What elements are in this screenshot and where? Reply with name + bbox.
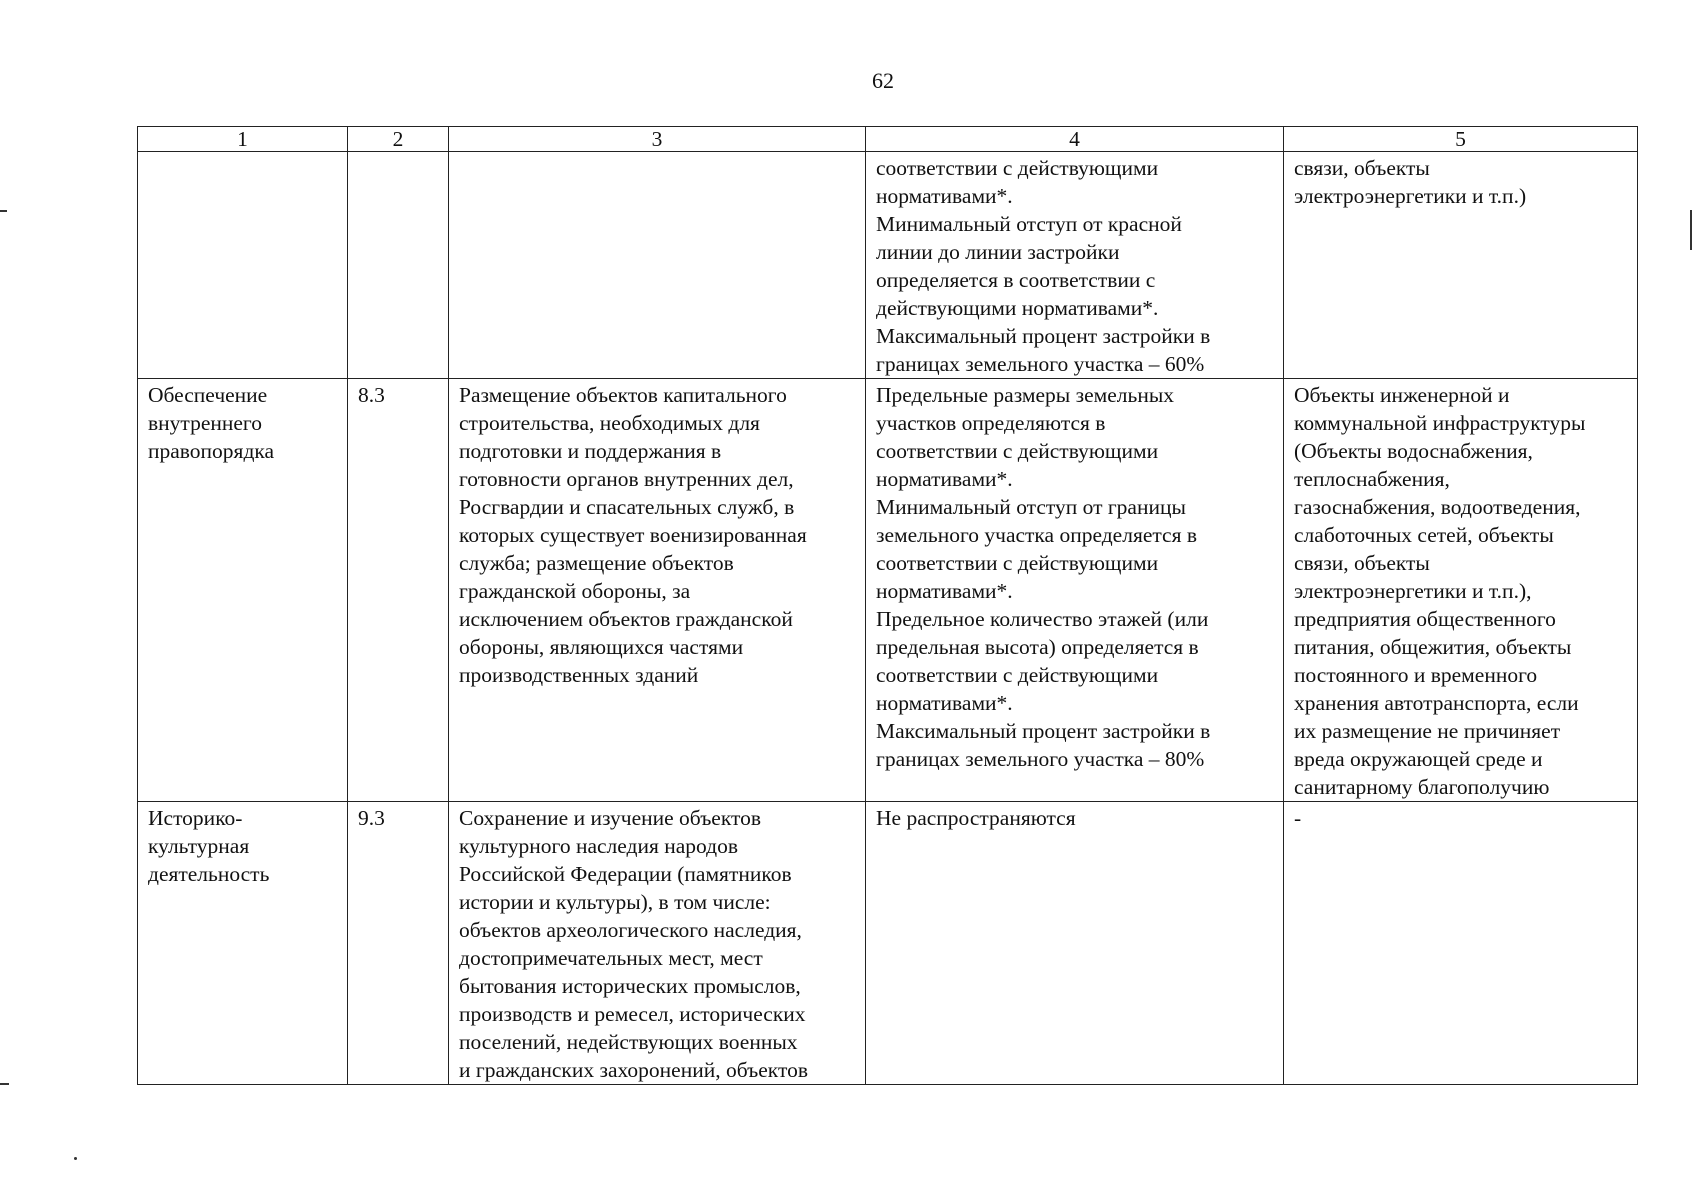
cell-text-line: их размещение не причиняет	[1294, 719, 1561, 743]
cell-text-line: слаботочных сетей, объекты	[1294, 523, 1554, 547]
cell-code	[348, 802, 449, 1085]
cell-auxiliary-uses	[1284, 152, 1638, 379]
cell-text-line: достопримечательных мест, мест	[459, 946, 763, 970]
header-col-3: 3	[449, 127, 866, 152]
cell-text-line: теплоснабжения,	[1294, 467, 1450, 491]
cell-text-line: границах земельного участка – 80%	[876, 747, 1205, 771]
cell-text-line: 8.3	[358, 383, 385, 407]
cell-type-name	[138, 152, 348, 379]
cell-text-line: коммунальной инфраструктуры	[1294, 411, 1586, 435]
header-col-5: 5	[1284, 127, 1638, 152]
cell-text-line: нормативами*.	[876, 467, 1013, 491]
cell-text-line: определяется в соответствии с	[876, 268, 1156, 292]
cell-text-line: соответствии с действующими	[876, 156, 1159, 180]
cell-text-line: электроэнергетики и т.п.),	[1294, 579, 1532, 603]
cell-text-line: культурного наследия народов	[459, 834, 738, 858]
cell-description	[449, 152, 866, 379]
cell-text-line: предельная высота) определяется в	[876, 635, 1199, 659]
cell-parameters	[866, 802, 1284, 1085]
cell-description	[449, 379, 866, 802]
cell-text-line: электроэнергетики и т.п.)	[1294, 184, 1527, 208]
cell-text-line: Минимальный отступ от границы	[876, 495, 1186, 519]
cell-text-line: линии до линии застройки	[876, 240, 1120, 264]
cell-text-line: истории и культуры), в том числе:	[459, 890, 771, 914]
cell-text-line: 9.3	[358, 806, 385, 830]
cell-text-line: Объекты инженерной и	[1294, 383, 1510, 407]
header-row	[138, 127, 1638, 152]
cell-text-line: Российской Федерации (памятников	[459, 862, 792, 886]
table-row	[138, 379, 1638, 802]
cell-text-line: Максимальный процент застройки в	[876, 324, 1211, 348]
cell-text-line: производств и ремесел, исторических	[459, 1002, 806, 1026]
page-number: 62	[872, 68, 894, 93]
header-col-1: 1	[138, 127, 348, 152]
cell-text-line: которых существует военизированная	[459, 523, 807, 547]
land-use-table	[137, 126, 1638, 1085]
cell-text-line: Историко-	[148, 806, 243, 830]
cell-parameters	[866, 152, 1284, 379]
cell-code	[348, 152, 449, 379]
cell-text-line: Росгвардии и спасательных служб, в	[459, 495, 795, 519]
cell-text-line: питания, общежития, объекты	[1294, 635, 1572, 659]
cell-text-line: нормативами*.	[876, 579, 1013, 603]
cell-text-line: поселений, недействующих военных	[459, 1030, 798, 1054]
cell-description	[449, 802, 866, 1085]
cell-text-line: Размещение объектов капитального	[459, 383, 787, 407]
cell-text-line: гражданской обороны, за	[459, 579, 691, 603]
table-row	[138, 802, 1638, 1085]
cell-text-line: правопорядка	[148, 439, 275, 463]
cell-text-line: предприятия общественного	[1294, 607, 1556, 631]
scan-mark	[0, 1083, 9, 1085]
cell-type-name	[138, 379, 348, 802]
cell-type-name	[138, 802, 348, 1085]
cell-text-line: Предельное количество этажей (или	[876, 607, 1209, 631]
cell-text-line: границах земельного участка – 60%	[876, 352, 1205, 376]
cell-text-line: земельного участка определяется в	[876, 523, 1197, 547]
cell-code	[348, 379, 449, 802]
cell-text-line: исключением объектов гражданской	[459, 607, 793, 631]
cell-text-line: строительства, необходимых для	[459, 411, 760, 435]
cell-parameters	[866, 379, 1284, 802]
cell-text-line: соответствии с действующими	[876, 551, 1159, 575]
cell-text-line: постоянного и временного	[1294, 663, 1538, 687]
cell-text-line: Максимальный процент застройки в	[876, 719, 1211, 743]
scan-mark	[1690, 210, 1692, 250]
cell-auxiliary-uses	[1284, 802, 1638, 1085]
table-row	[138, 152, 1638, 379]
header-col-4: 4	[866, 127, 1284, 152]
cell-text-line: Минимальный отступ от красной	[876, 212, 1182, 236]
cell-text-line: соответствии с действующими	[876, 439, 1159, 463]
cell-text-line: объектов археологического наследия,	[459, 918, 802, 942]
cell-text-line: (Объекты водоснабжения,	[1294, 439, 1533, 463]
header-col-2: 2	[348, 127, 449, 152]
cell-text-line: бытования исторических промыслов,	[459, 974, 801, 998]
cell-text-line: соответствии с действующими	[876, 663, 1159, 687]
cell-text-line: Сохранение и изучение объектов	[459, 806, 762, 830]
scan-mark	[74, 1157, 77, 1160]
cell-text-line: подготовки и поддержания в	[459, 439, 722, 463]
cell-text-line: действующими нормативами*.	[876, 296, 1159, 320]
cell-text-line: производственных зданий	[459, 663, 699, 687]
cell-text-line: культурная	[148, 834, 250, 858]
cell-text-line: -	[1294, 806, 1302, 830]
cell-auxiliary-uses	[1284, 379, 1638, 802]
cell-text-line: связи, объекты	[1294, 156, 1430, 180]
cell-text-line: Предельные размеры земельных	[876, 383, 1175, 407]
cell-text-line: внутреннего	[148, 411, 262, 435]
cell-text-line: деятельность	[148, 862, 270, 886]
cell-text-line: газоснабжения, водоотведения,	[1294, 495, 1581, 519]
cell-text-line: нормативами*.	[876, 184, 1013, 208]
cell-text-line: готовности органов внутренних дел,	[459, 467, 794, 491]
cell-text-line: служба; размещение объектов	[459, 551, 734, 575]
cell-text-line: обороны, являющихся частями	[459, 635, 744, 659]
cell-text-line: санитарному благополучию	[1294, 775, 1550, 799]
cell-text-line: участков определяются в	[876, 411, 1106, 435]
cell-text-line: Обеспечение	[148, 383, 268, 407]
cell-text-line: и гражданских захоронений, объектов	[459, 1058, 808, 1082]
scan-mark	[0, 210, 7, 212]
cell-text-line: хранения автотранспорта, если	[1294, 691, 1579, 715]
cell-text-line: Не распространяются	[876, 806, 1076, 830]
cell-text-line: нормативами*.	[876, 691, 1013, 715]
cell-text-line: вреда окружающей среде и	[1294, 747, 1543, 771]
cell-text-line: связи, объекты	[1294, 551, 1430, 575]
